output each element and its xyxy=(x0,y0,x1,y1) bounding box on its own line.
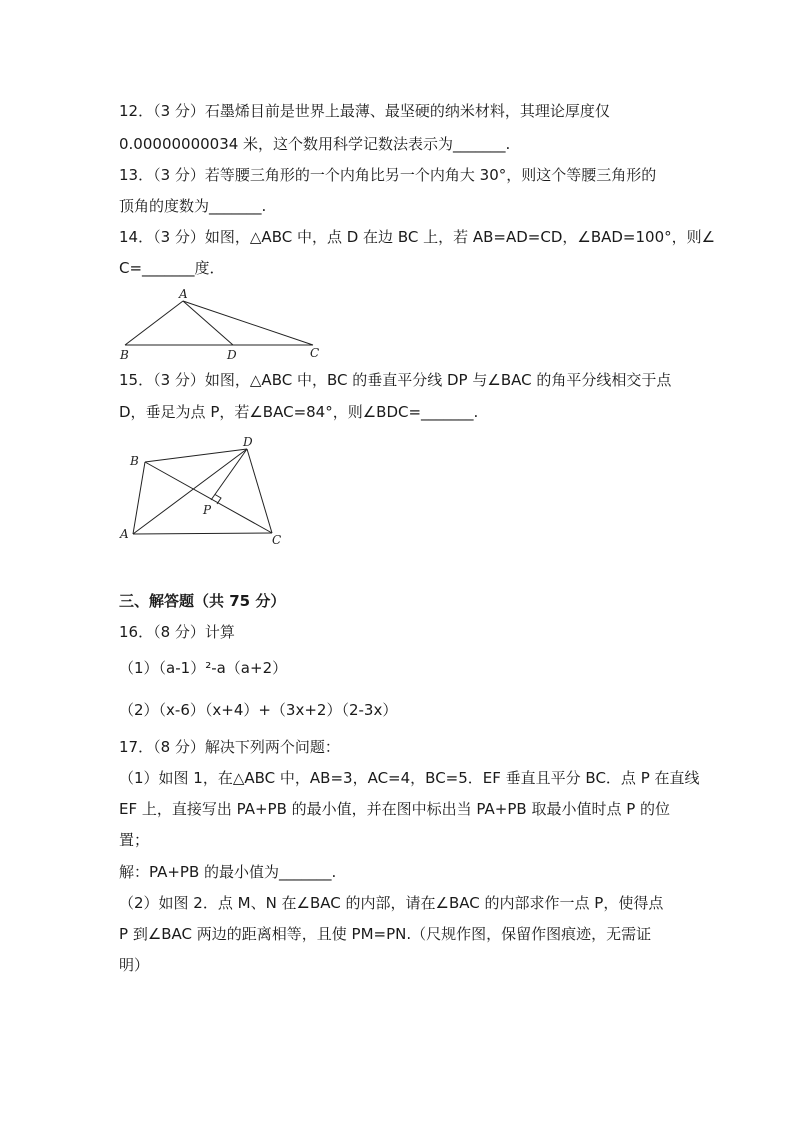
label-c: C xyxy=(272,533,282,547)
q17-answer-line: 解：PA+PB 的最小值为_______. xyxy=(119,863,337,881)
segment-bc xyxy=(145,462,272,533)
q14-triangle-figure xyxy=(115,285,335,365)
q17-part2-line3: 明） xyxy=(119,956,150,974)
label-d: D xyxy=(227,348,237,362)
q17-title: 17．（8 分）解决下列两个问题： xyxy=(119,738,340,756)
segment-ac xyxy=(133,533,272,534)
label-b: B xyxy=(130,454,139,468)
segment-dp xyxy=(211,449,247,500)
segment-ad xyxy=(183,301,233,345)
label-b: B xyxy=(120,348,129,362)
q14-line2: C=_______度． xyxy=(119,259,225,277)
q12-line1: 12．（3 分）石墨烯目前是世界上最薄、最坚硬的纳米材料，其理论厚度仅 xyxy=(119,102,610,120)
q17-part1-line3: 置； xyxy=(119,831,150,849)
section-heading: 三、解答题（共 75 分） xyxy=(119,592,286,610)
label-p: P xyxy=(203,503,212,517)
q12-line2: 0.00000000034 米，这个数用科学记数法表示为_______. xyxy=(119,135,511,153)
q15-quadrilateral-figure xyxy=(115,432,290,547)
q14-line1: 14．（3 分）如图，△ABC 中，点 D 在边 BC 上，若 AB=AD=CD，∠BAD=100°，则∠ xyxy=(119,228,716,246)
q16-part2: （2）（x-6）（x+4）+（3x+2）（2-3x） xyxy=(119,701,398,719)
label-d: D xyxy=(243,435,253,449)
segment-ab xyxy=(125,301,183,345)
right-angle-mark xyxy=(215,495,221,505)
q13-line2: 顶角的度数为_______. xyxy=(119,197,267,215)
label-c: C xyxy=(310,346,320,360)
q15-line1: 15．（3 分）如图，△ABC 中，BC 的垂直平分线 DP 与∠BAC 的角平分线相交于点 xyxy=(119,371,672,389)
q16-title: 16．（8 分）计算 xyxy=(119,623,235,641)
label-a: A xyxy=(179,287,188,301)
q17-part2-line1: （2）如图 2．点 M、N 在∠BAC 的内部，请在∠BAC 的内部求作一点 P，使得点 xyxy=(119,894,664,912)
q13-line1: 13．（3 分）若等腰三角形的一个内角比另一个内角大 30°，则这个等腰三角形的 xyxy=(119,166,657,184)
segment-ab xyxy=(133,462,145,534)
q17-part1-line2: EF 上，直接写出 PA+PB 的最小值，并在图中标出当 PA+PB 取最小值时点 P 的位 xyxy=(119,800,671,818)
label-a: A xyxy=(120,527,129,541)
q17-part1-line1: （1）如图 1，在△ABC 中，AB=3，AC=4，BC=5．EF 垂直且平分 BC．点 P 在直线 xyxy=(119,769,700,787)
q17-part2-line2: P 到∠BAC 两边的距离相等，且使 PM=PN.（尺规作图，保留作图痕迹，无需证 xyxy=(119,925,652,943)
segment-dc xyxy=(247,449,272,533)
q16-part1: （1）（a-1）²-a（a+2） xyxy=(119,659,288,677)
segment-ac xyxy=(183,301,313,345)
q15-line2: D，垂足为点 P，若∠BAC=84°，则∠BDC=_______. xyxy=(119,403,479,421)
